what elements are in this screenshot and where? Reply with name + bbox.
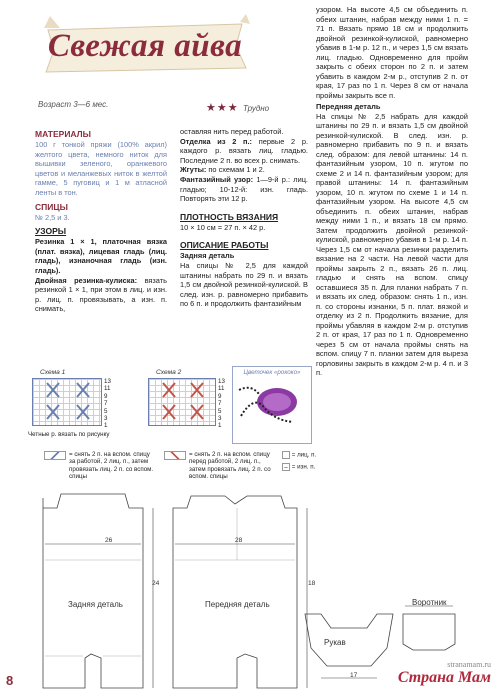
back-text: На спицы № 2,5 для каждой штанины набрать по 29 п. и вязать 1,5 см двойной резинкой-кулиской. В след. изн. р. равномерно прибавить по 6 п. и продолжить фантазийным (180, 260, 308, 309)
height-label-2: 18 (308, 580, 316, 587)
front-heading: Передняя деталь (316, 102, 381, 111)
col2-continuation: оставляя нить перед работой. (180, 127, 284, 136)
watermark-logo: stranamam.ru Страна Мам (397, 660, 491, 686)
patterns-heading: УЗОРЫ (35, 226, 67, 237)
edging-label: Отделка из 2 п.: (180, 136, 253, 146)
materials-heading: МАТЕРИАЛЫ (35, 129, 91, 139)
even-rows-note: Четные р. вязать по рисунку (28, 431, 110, 438)
column-1 (35, 125, 167, 314)
height-label-1: 24 (152, 580, 160, 587)
front-text: На спицы № 2,5 набрать для каждой штанины по 29 п. и вязать 1,5 см двойной резинкой-кулиской. В след. изн. р. равномерно прибавить по 9 п. и вязать след. образом: для левой штанины: 14 п. фантазийным узором, 10 п. жгутом по схеме 2 и 14 п. фантазийным узором; для правой штанины: 14 п. фантазийным узором, 10 п. жгутом по схеме 1 и 14 п. фантазийным узором. На высоте 4,5 см объединить п. обеих штанин, набрав между ними 1 п., и вязать 18 см прямо. Затем продолжить двойной резинкой-кулиской, равномерно убавив в 1-м р. 14 п. Через 1,5 см от начала резинки разделить вязание на 2 части. На левой части для проймы закрыть 2 п., вязать 26 п. лиц. гладью и снять на вспом. спицу оставшиеся 35 п. Для планки набрать 7 п. и вязать их след. образом: снять 1 п., изн. п. со стороны изнанки, 5 п. плат. вязкой и отделку из 2 п. Продолжить вязание, для проймы убавляя в каждом 2-м р. отступив 2 п. от края, 17 раз по 1 п. Одновременно через 5 см от начала проймы снять на вспом. спицу 7 п. планки затем для выреза горловины закрыть в каждом 2-м р. 4 п. и 3 п. (316, 111, 468, 377)
scheme-2-rows: 13 11 9 7 5 3 1 (218, 378, 225, 430)
column-3 (316, 5, 468, 378)
patterns-list: Резинка 1 × 1, платочная вязка (плат. вязка), лицевая гладь (лиц. гладь), изнаночная гладь (изн. гладь). (35, 237, 167, 275)
age-label: Возраст 3—6 мес. (38, 100, 109, 109)
flower-box (232, 366, 312, 444)
flower-icon (233, 376, 313, 434)
scheme-1-label: Схема 1 (40, 369, 66, 376)
legend-item-2: = снять 2 п. на вспом. спицу перед работой, 2 лиц. п., затем провязать лиц. 2 п. со вспом. спицы (164, 451, 274, 481)
fancy-text: 1—9-й р.: лиц. гладью; 10-12-й: изн. гладь. Повторять эти 12 р. (180, 174, 308, 204)
sleeve-width-label: 17 (350, 672, 358, 679)
cable-left-icon (44, 451, 66, 460)
sleeve-label: Рукав (324, 638, 346, 647)
legend-item-4: – = изн. п. (282, 463, 315, 471)
legend (44, 451, 274, 481)
back-heading: Задняя деталь (180, 251, 235, 261)
back-piece-label: Задняя деталь (68, 600, 123, 609)
page-title: Свежая айва (47, 28, 243, 64)
collar-label: Воротник (412, 598, 447, 607)
density-heading: ПЛОТНОСТЬ ВЯЗАНИЯ (180, 211, 279, 222)
front-piece-label: Передняя деталь (205, 600, 270, 609)
cable-right-icon (164, 451, 186, 460)
double-rib-label: Двойная резинка-кулиска: (35, 275, 138, 285)
difficulty-stars-icon: ★★★ (206, 102, 239, 114)
back-piece (43, 494, 143, 688)
needles-heading: СПИЦЫ (35, 201, 68, 212)
density-text: 10 × 10 см = 27 п. × 42 р. (180, 222, 266, 232)
edging-text: первые 2 р. каждого р. вязать лиц. гладью. Последние 2 п. во всех р. снимать. (180, 136, 308, 165)
back-text-cont: узором. На высоте 4,5 см объединить п. обеих штанин, набрав между ними 1 п. = 71 п. Вязать прямо 18 см и продолжить двойной резинкой-кулиской, равномерно убавив в 1-м р. 12 п., и через 1,5 см вязать лиц. гладью. Одновременно для пройм закрыть с обеих сторон по 2 п. и затем убавить в каждом 2-м р., отступив 2 п. от края, 17 раз по 1 п. Через 8 см от начала проймы закрыть все п. (316, 5, 468, 100)
scheme-2-cables (149, 379, 217, 427)
difficulty-label: Трудно (243, 104, 270, 113)
cables-text: по схемам 1 и 2. (208, 165, 265, 175)
scheme-1-cables (33, 379, 103, 427)
materials-text: 100 г тонкой пряжи (100% акрил) желтого цвета, немного ниток для вышивки зеленого, оранжевого цветов и меланжевых ниток в желтой гамме, 5 пуговиц и 1 м атласной ленты в тон. (35, 140, 167, 197)
back-width-label: 26 (105, 537, 113, 544)
scheme-1-rows: 13 11 9 7 5 3 1 (104, 378, 111, 430)
description-heading: ОПИСАНИЕ РАБОТЫ (180, 240, 269, 251)
front-piece (173, 496, 297, 688)
scheme-2-chart (148, 378, 216, 426)
column-2 (180, 127, 308, 309)
cables-label: Жгуты: (180, 165, 207, 175)
front-width-label: 28 (235, 537, 243, 544)
legend-item-3: = лиц. п. (282, 451, 316, 459)
fancy-label: Фантазийный узор: (180, 174, 254, 184)
sleeve-piece (305, 614, 393, 678)
pattern-pieces (25, 478, 465, 690)
legend-item-1: = снять 2 п. на вспом. спицу за работой, 2 лиц. п., затем провязать лиц. 2 п. со вспом. спицы (44, 451, 156, 481)
double-rib-text: вязать резинкой 1 × 1, при этом в лиц. и изн. р. лиц. п. провязывать, а изн. п. снимать, (35, 275, 167, 314)
knit-icon (282, 451, 290, 459)
page-number: 8 (6, 673, 14, 688)
needles-text: № 2,5 и 3. (35, 212, 70, 222)
collar-piece (403, 606, 455, 650)
flower-label: Цветочек «рококо» (243, 369, 301, 376)
scheme-1-chart (32, 378, 102, 426)
scheme-2-label: Схема 2 (156, 369, 182, 376)
difficulty (206, 98, 269, 116)
